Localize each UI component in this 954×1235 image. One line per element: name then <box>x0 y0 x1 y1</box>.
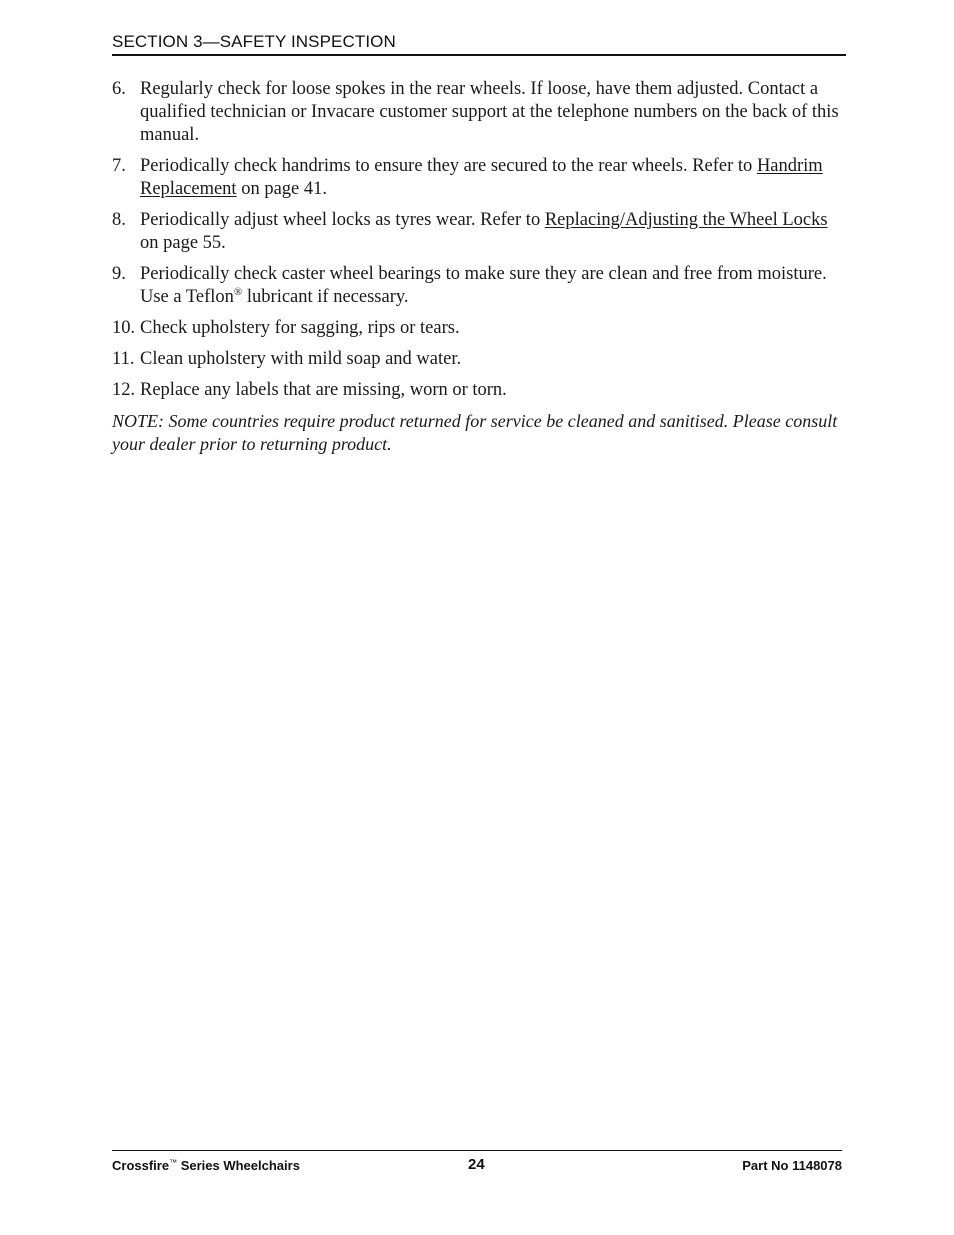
item-number: 7. <box>112 156 126 176</box>
item-number: 10. <box>112 318 136 338</box>
list-item <box>112 78 846 147</box>
list-item <box>112 379 846 402</box>
item-number: 11. <box>112 349 135 369</box>
page-header <box>112 30 846 56</box>
list-item <box>112 209 846 255</box>
part-number: Part No 1148078 <box>742 1158 842 1173</box>
item-number: 12. <box>112 380 136 400</box>
item-text-post: lubricant if necessary. <box>242 287 409 307</box>
list-item <box>112 155 846 201</box>
page-footer <box>112 1150 842 1181</box>
list-item <box>112 348 846 371</box>
item-text-post: on page 55. <box>140 233 226 253</box>
product-brand: Crossfire <box>112 1158 170 1173</box>
page-number: 24 <box>468 1156 485 1173</box>
note-text: NOTE: Some countries require product returned for service be cleaned and sanitised. Please consult your dealer prior to returning product. <box>112 411 838 454</box>
registered-mark: ® <box>233 286 243 298</box>
item-text-post: on page 41. <box>236 179 328 199</box>
item-text-pre: Periodically check caster wheel bearings to make sure they are clean and free from moisture. Use a Teflon <box>140 264 827 307</box>
section-title: SECTION 3—SAFETY INSPECTION <box>112 32 396 51</box>
item-text: Check upholstery for sagging, rips or tears. <box>140 318 460 338</box>
wheel-locks-link[interactable]: Replacing/Adjusting the Wheel Locks <box>544 210 828 230</box>
item-number: 8. <box>112 210 126 230</box>
main-content <box>112 78 846 456</box>
product-name <box>112 1158 300 1173</box>
item-text-pre: Periodically adjust wheel locks as tyres wear. Refer to <box>140 210 545 230</box>
list-item <box>112 317 846 340</box>
trademark-mark: ™ <box>169 1158 178 1167</box>
item-text: Replace any labels that are missing, worn or torn. <box>140 380 507 400</box>
list-item <box>112 263 846 309</box>
item-text-pre: Periodically check handrims to ensure they are secured to the rear wheels. Refer to <box>140 156 757 176</box>
product-suffix: Series Wheelchairs <box>177 1158 300 1173</box>
item-text: Regularly check for loose spokes in the rear wheels. If loose, have them adjusted. Contact a qualified technician or Invacare customer support at the telephone numbers on the back of this manual. <box>140 79 839 145</box>
item-number: 9. <box>112 264 126 284</box>
item-text: Clean upholstery with mild soap and water. <box>140 349 462 369</box>
item-number: 6. <box>112 79 126 99</box>
handrim-replacement-link[interactable]: Handrim Replacement <box>140 156 823 199</box>
